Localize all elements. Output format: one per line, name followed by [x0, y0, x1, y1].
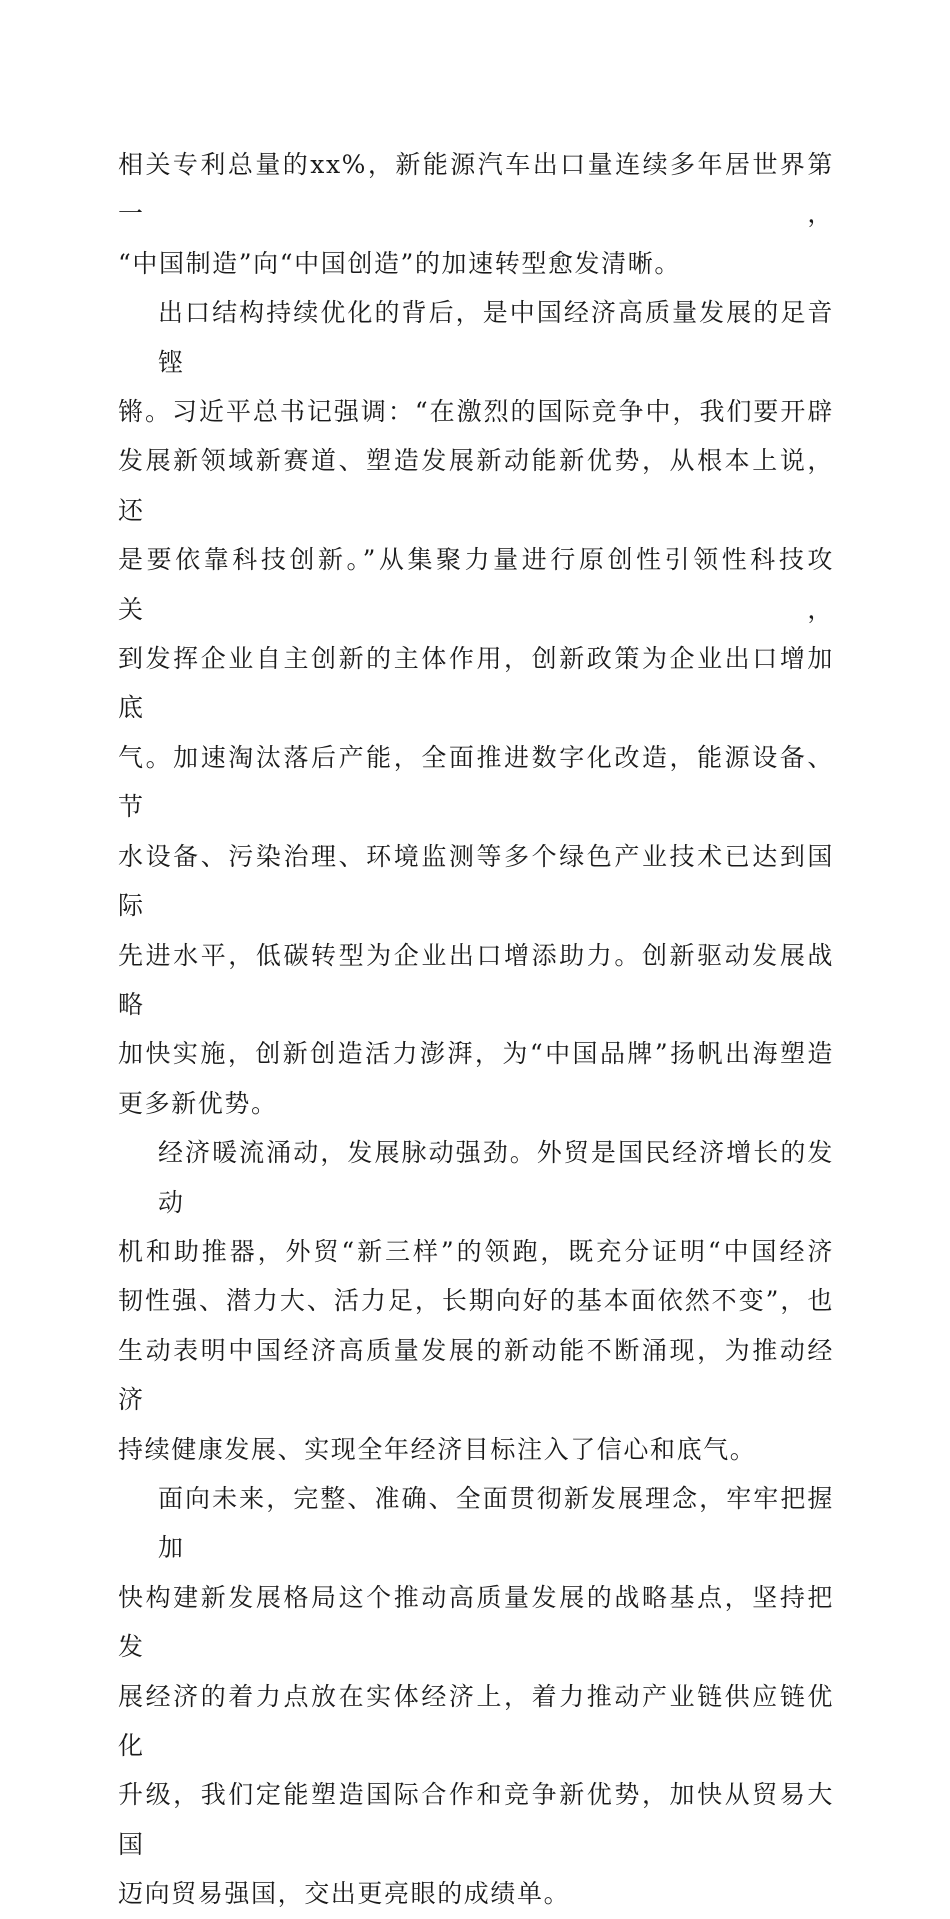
text-line: 出口结构持续优化的背后，是中国经济高质量发展的足音铿	[158, 298, 834, 377]
paragraph	[118, 140, 834, 288]
paragraph	[118, 288, 834, 1128]
text-line: 是要依靠科技创新。”从集聚力量进行原创性引领性科技攻关，	[118, 545, 834, 624]
text-line: 持续健康发展、实现全年经济目标注入了信心和底气。	[118, 1434, 757, 1464]
text-line: 生动表明中国经济高质量发展的新动能不断涌现，为推动经济	[118, 1335, 834, 1415]
text-line: 水设备、污染治理、环境监测等多个绿色产业技术已达到国际	[118, 841, 834, 921]
text-line: 机和助推器，外贸“新三样”的领跑，既充分证明“中国经济	[118, 1236, 834, 1266]
paragraph	[118, 1474, 834, 1919]
paragraph	[118, 1128, 834, 1474]
text-line: 面向未来，完整、准确、全面贯彻新发展理念，牢牢把握加	[158, 1483, 834, 1563]
text-line: 发展新领域新赛道、塑造发展新动能新优势，从根本上说，还	[118, 446, 834, 525]
text-line: 更多新优势。	[118, 1088, 278, 1118]
document-body	[118, 140, 834, 1919]
text-line: 相关专利总量的xx%，新能源汽车出口量连续多年居世界第一，	[118, 150, 834, 229]
text-line: 经济暖流涌动，发展脉动强劲。外贸是国民经济增长的发动	[158, 1138, 834, 1217]
text-line: 加快实施，创新创造活力澎湃，为“中国品牌”扬帆出海塑造	[118, 1039, 834, 1069]
text-line: 到发挥企业自主创新的主体作用，创新政策为企业出口增加底	[118, 644, 834, 723]
text-line: 升级，我们定能塑造国际合作和竞争新优势，加快从贸易大国	[118, 1780, 834, 1859]
text-line: “中国制造”向“中国创造”的加速转型愈发清晰。	[118, 248, 681, 278]
text-line: 先进水平，低碳转型为企业出口增添助力。创新驱动发展战略	[118, 940, 834, 1019]
text-line: 韧性强、潜力大、活力足，长期向好的基本面依然不变”，也	[118, 1286, 834, 1316]
text-line: 展经济的着力点放在实体经济上，着力推动产业链供应链优化	[118, 1681, 834, 1760]
text-line: 快构建新发展格局这个推动高质量发展的战略基点，坚持把发	[118, 1582, 834, 1662]
text-line: 锵。习近平总书记强调：“在激烈的国际竞争中，我们要开辟	[118, 397, 834, 427]
text-line: 迈向贸易强国，交出更亮眼的成绩单。	[118, 1879, 571, 1909]
text-line: 气。加速淘汰落后产能，全面推进数字化改造，能源设备、节	[118, 742, 834, 822]
